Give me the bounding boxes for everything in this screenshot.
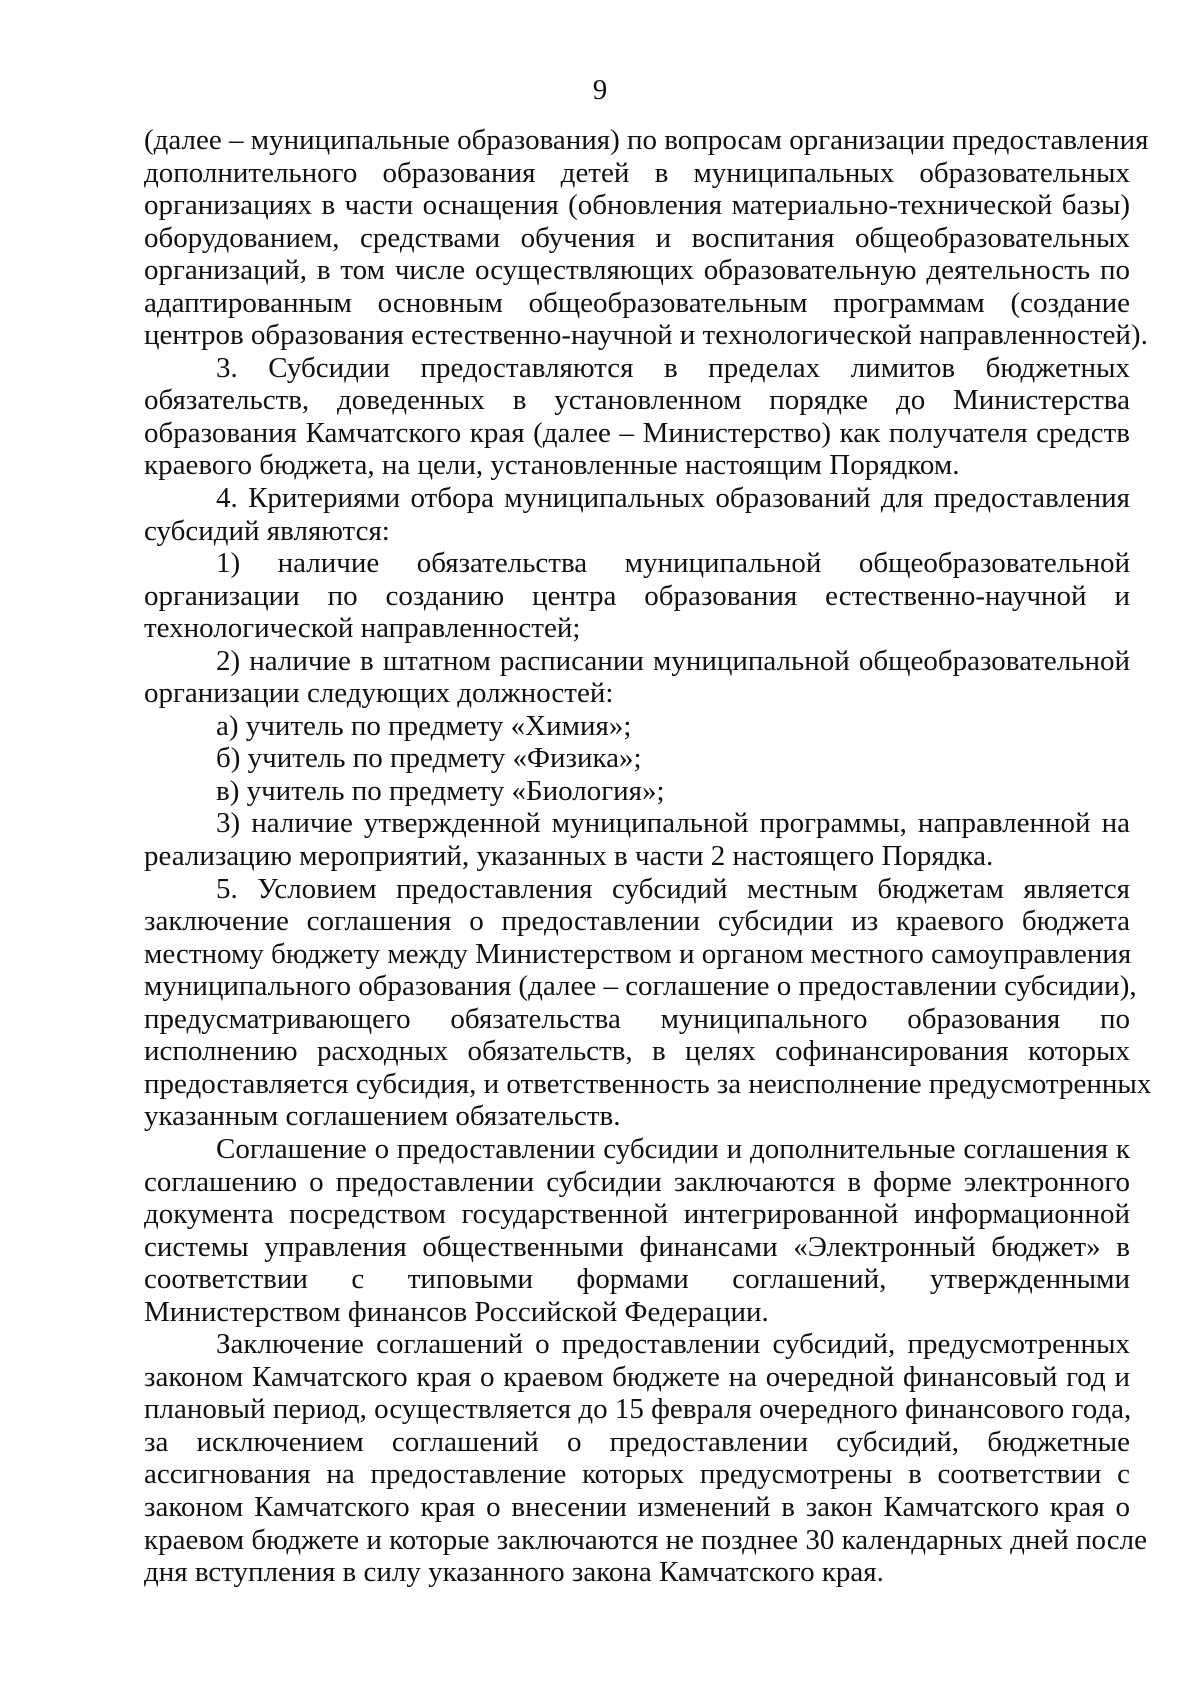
text-line: предоставляется субсидия, и ответственность за неисполнение предусмотренных — [144, 1067, 1152, 1100]
text-line: дня вступления в силу указанного закона Камчатского края. — [144, 1556, 884, 1589]
text-line: указанным соглашением обязательств. — [144, 1100, 621, 1133]
text-line: образования Камчатского края (далее – Министерство) как получателя средств — [144, 416, 1130, 449]
text-line: законом Камчатского края о внесении изменений в закон Камчатского края о — [144, 1490, 1130, 1523]
text-line: 3. Субсидии предоставляются в пределах лимитов бюджетных — [216, 351, 1130, 384]
text-line: организации следующих должностей: — [144, 677, 614, 710]
text-line: субсидий являются: — [144, 514, 390, 547]
text-line: соглашению о предоставлении субсидии заключаются в форме электронного — [144, 1165, 1130, 1198]
text-line: системы управления общественными финансами «Электронный бюджет» в — [144, 1230, 1130, 1263]
text-line: заключение соглашения о предоставлении субсидии из краевого бюджета — [144, 905, 1130, 938]
text-line: в) учитель по предмету «Биология»; — [216, 774, 665, 807]
text-line: дополнительного образования детей в муниципальных образовательных — [144, 156, 1130, 189]
text-line: (далее – муниципальные образования) по вопросам организации предоставления — [144, 124, 1149, 156]
text-line: предусматривающего обязательства муниципального образования по — [144, 1002, 1130, 1035]
text-line: 1) наличие обязательства муниципальной общеобразовательной — [216, 547, 1130, 580]
text-line: 4. Критериями отбора муниципальных образований для предоставления — [216, 482, 1130, 515]
page-number: 9 — [592, 74, 608, 106]
text-line: соответствии с типовыми формами соглашений, утвержденными — [144, 1263, 1130, 1296]
text-line: организации по созданию центра образования естественно-научной и — [144, 579, 1130, 612]
text-line: за исключением соглашений о предоставлении субсидий, бюджетные — [144, 1425, 1130, 1458]
text-line: 2) наличие в штатном расписании муниципальной общеобразовательной — [216, 644, 1130, 677]
text-line: законом Камчатского края о краевом бюджете на очередной финансовый год и — [144, 1360, 1130, 1393]
text-line: технологической направленностей; — [144, 612, 581, 645]
text-line: оборудованием, средствами обучения и воспитания общеобразовательных — [144, 221, 1130, 254]
text-line: местному бюджету между Министерством и органом местного самоуправления — [144, 937, 1132, 970]
text-line: обязательств, доведенных в установленном порядке до Министерства — [144, 384, 1130, 417]
text-line: документа посредством государственной интегрированной информационной — [144, 1198, 1130, 1231]
text-line: краевого бюджета, на цели, установленные настоящим Порядком. — [144, 449, 960, 482]
text-line: исполнению расходных обязательств, в целях софинансирования которых — [144, 1035, 1130, 1068]
text-line: муниципального образования (далее – соглашение о предоставлении субсидии), — [144, 970, 1137, 1003]
text-line: б) учитель по предмету «Физика»; — [216, 742, 642, 775]
text-line: ассигнования на предоставление которых предусмотрены в соответствии с — [144, 1458, 1130, 1491]
text-line: Заключение соглашений о предоставлении субсидий, предусмотренных — [216, 1328, 1130, 1361]
text-line: а) учитель по предмету «Химия»; — [216, 709, 632, 742]
text-line: организациях в части оснащения (обновления материально-технической базы) — [144, 189, 1130, 222]
text-line: 5. Условием предоставления субсидий местным бюджетам является — [216, 872, 1130, 905]
text-line: 3) наличие утвержденной муниципальной программы, направленной на — [216, 807, 1130, 840]
document-body — [144, 124, 1152, 1589]
text-line: реализацию мероприятий, указанных в части 2 настоящего Порядка. — [144, 840, 994, 873]
text-line: адаптированным основным общеобразовательным программам (создание — [144, 286, 1130, 319]
text-line: Соглашение о предоставлении субсидии и дополнительные соглашения к — [216, 1132, 1130, 1165]
text-line: плановый период, осуществляется до 15 февраля очередного финансового года, — [144, 1393, 1132, 1426]
text-line: Министерством финансов Российской Федерации. — [144, 1295, 769, 1328]
text-line: организаций, в том числе осуществляющих образовательную деятельность по — [144, 254, 1130, 287]
text-line: центров образования естественно-научной и технологической направленностей). — [144, 319, 1148, 352]
text-line: краевом бюджете и которые заключаются не позднее 30 календарных дней после — [144, 1523, 1147, 1556]
